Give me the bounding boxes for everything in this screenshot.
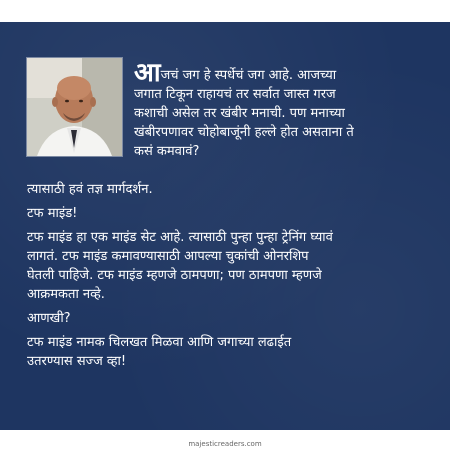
body-text xyxy=(27,180,427,376)
drop-cap: आ xyxy=(134,58,161,88)
body-paragraph: त्यासाठी हवं तज्ञ मार्गदर्शन. xyxy=(27,182,153,197)
author-photo xyxy=(27,58,122,156)
body-paragraph xyxy=(27,228,427,304)
intro-line: खंबीरपणावर चोहोबाजूंनी हल्ले होत असताना ते xyxy=(134,125,354,140)
body-line: उतरण्यास सज्ज व्हा! xyxy=(27,354,127,369)
footer-url: majesticreaders.com xyxy=(188,440,262,448)
intro-line: जगात टिकून राहायचं तर सर्वात जास्त गरज xyxy=(134,87,336,102)
body-paragraph: आणखी? xyxy=(27,311,71,326)
body-line: आक्रमकता नव्हे. xyxy=(27,287,105,302)
body-line: घेतली पाहिजे. टफ माइंड म्हणजे ठामपणा; पण ठामपणा म्हणजे xyxy=(27,268,322,283)
intro-line: आजचं जग हे स्पर्धेचं जग आहे. आजच्या xyxy=(134,58,337,88)
intro-line: कशाची असेल तर खंबीर मनाची. पण मनाच्या xyxy=(134,106,345,121)
body-line: लागतं. टफ माइंड कमावण्यासाठी आपल्या चुकांची ओनरशिप xyxy=(27,249,309,264)
body-paragraph: टफ माइंड! xyxy=(27,206,78,221)
body-line: टफ माइंड नामक चिलखत मिळवा आणि जगाच्या लढाईत xyxy=(27,335,292,350)
intro-line: कसं कमवावं? xyxy=(134,144,200,159)
body-paragraph xyxy=(27,333,427,371)
body-line: टफ माइंड हा एक माइंड सेट आहे. त्यासाठी पुन्हा पुन्हा ट्रेनिंग घ्यावं xyxy=(27,230,333,245)
intro-paragraph xyxy=(134,58,434,161)
